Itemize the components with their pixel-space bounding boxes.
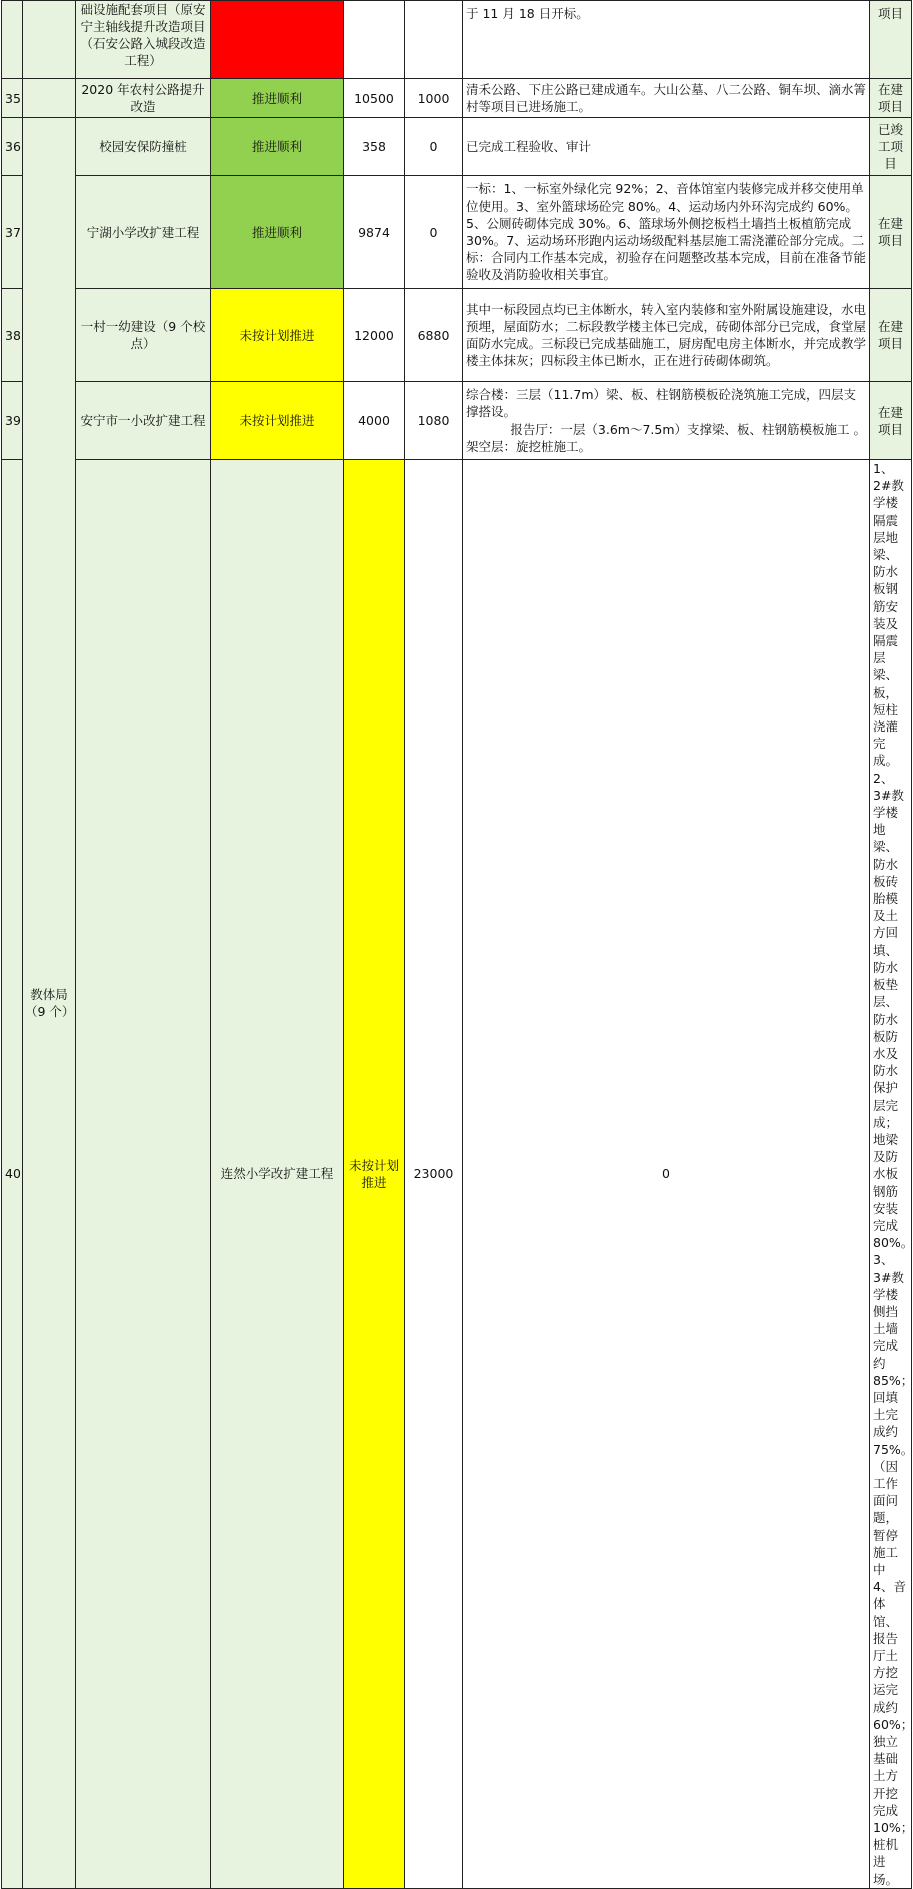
invest-done: 1000 (405, 79, 463, 118)
progress-line: 2、3#教学楼地梁、防水板砖胎模及土方回填、防水板垫层、防水板防水及防水保护层完成；地梁及防水板钢筋安装完成 80%。 (873, 770, 913, 1251)
table-row (2, 118, 912, 176)
row-index: 35 (2, 79, 23, 118)
status-cell: 推进顺利 (211, 118, 344, 176)
progress-text: 已完成工程验收、审计 (463, 118, 870, 176)
status-cell: 推进顺利 (211, 79, 344, 118)
progress-text: 清禾公路、下庄公路已建成通车。大山公墓、八二公路、铜车坝、滴水箐村等项目已进场施工。 (463, 79, 870, 118)
progress-line: 综合楼：三层（11.7m）梁、板、柱钢筋模板砼浇筑施工完成，四层支撑搭设。 (466, 387, 857, 420)
invest-done (405, 1, 463, 79)
invest-total (344, 1, 405, 79)
project-name: 础设施配套项目（原安宁主轴线提升改造项目（石安公路入城段改造工程） (76, 1, 211, 79)
project-name: 宁湖小学改扩建工程 (76, 176, 211, 289)
row-index: 36 (2, 118, 23, 176)
project-state: 在建项目 (870, 79, 912, 118)
row-index: 37 (2, 176, 23, 289)
invest-total: 358 (344, 118, 405, 176)
status-cell (211, 1, 344, 79)
table-row (2, 79, 912, 118)
row-index: 38 (2, 289, 23, 382)
row-index (2, 1, 23, 79)
progress-text: 其中一标段园点均已主体断水，转入室内装修和室外附属设施建设，水电预埋，屋面防水；二标段教学楼主体已完成，砖砌体部分已完成，食堂屋面防水完成。三标段已完成基础施工，厨房配电房主体断水，并完成教学楼主体抹灰；四标段主体已断水，正在进行砖砌体砌筑。 (463, 289, 870, 382)
project-state: 项目 (870, 1, 912, 79)
project-name: 安宁市一小改扩建工程 (76, 382, 211, 460)
invest-done: 1080 (405, 382, 463, 460)
progress-text (870, 460, 912, 1889)
project-name: 2020 年农村公路提升改造 (76, 79, 211, 118)
project-state: 在建项目 (870, 382, 912, 460)
invest-done: 6880 (405, 289, 463, 382)
project-state: 在建项目 (870, 176, 912, 289)
progress-text: 于 11 月 18 日开标。 (463, 1, 870, 79)
invest-total: 23000 (405, 460, 463, 1889)
project-name: 连然小学改扩建工程 (211, 460, 344, 1889)
project-state: 已竣工项目 (870, 118, 912, 176)
row-index: 40 (2, 460, 23, 1889)
progress-line: 报告厅：一层（3.6m～7.5m）支撑梁、板、柱钢筋模板施工 。 (510, 421, 866, 437)
status-cell: 未按计划推进 (344, 460, 405, 1889)
table-row (2, 382, 912, 460)
table-row (2, 289, 912, 382)
dept-cell (23, 79, 76, 118)
status-cell: 推进顺利 (211, 176, 344, 289)
project-table (1, 0, 912, 1889)
dept-cell (76, 460, 211, 1889)
row-index: 39 (2, 382, 23, 460)
invest-done: 0 (463, 460, 870, 1889)
project-name: 一村一幼建设（9 个校点） (76, 289, 211, 382)
invest-done: 0 (405, 118, 463, 176)
dept-cell (23, 1, 76, 79)
invest-total: 9874 (344, 176, 405, 289)
progress-line: 架空层：旋挖桩施工。 (466, 438, 592, 454)
progress-line: 1、2#教学楼隔震层地梁、防水板钢筋安装及隔震层梁、板，短柱浇灌完成。 (873, 461, 904, 769)
progress-line: 3、3#教学楼侧挡土墙完成约 85%；回填土完成约 75%。（因工作面问题，暂停施工中 (873, 1252, 913, 1577)
project-name: 校园安保防撞桩 (76, 118, 211, 176)
project-state: 在建项目 (870, 289, 912, 382)
invest-total: 12000 (344, 289, 405, 382)
status-cell: 未按计划推进 (211, 382, 344, 460)
progress-line: 4、音体馆、报告厅土方挖运完成约 60%；独立基础土方开挖完成 10%；桩机进场。 (873, 1579, 913, 1887)
table-row (2, 1, 912, 79)
progress-text (463, 382, 870, 460)
status-cell: 未按计划推进 (211, 289, 344, 382)
progress-text: 一标：1、一标室外绿化完 92%；2、音体馆室内装修完成并移交使用单位使用。3、室外篮球场砼完 80%。4、运动场内外环沟完成约 60%。5、公厕砖砌体完成 30%。6、篮球场外侧挖板档土墙挡土板植筋完成 30%。7、运动场环形跑内运动场级配料基层施工需浇灌砼部分完成。二标：合同内工作基本完成，初验存在问题整改基本完成，目前在准备节能验收及消防验收相关事宜。 (463, 176, 870, 289)
invest-done: 0 (405, 176, 463, 289)
table-row (2, 460, 912, 1889)
invest-total: 4000 (344, 382, 405, 460)
table-row (2, 176, 912, 289)
invest-total: 10500 (344, 79, 405, 118)
dept-cell: 教体局（9 个） (23, 118, 76, 1889)
